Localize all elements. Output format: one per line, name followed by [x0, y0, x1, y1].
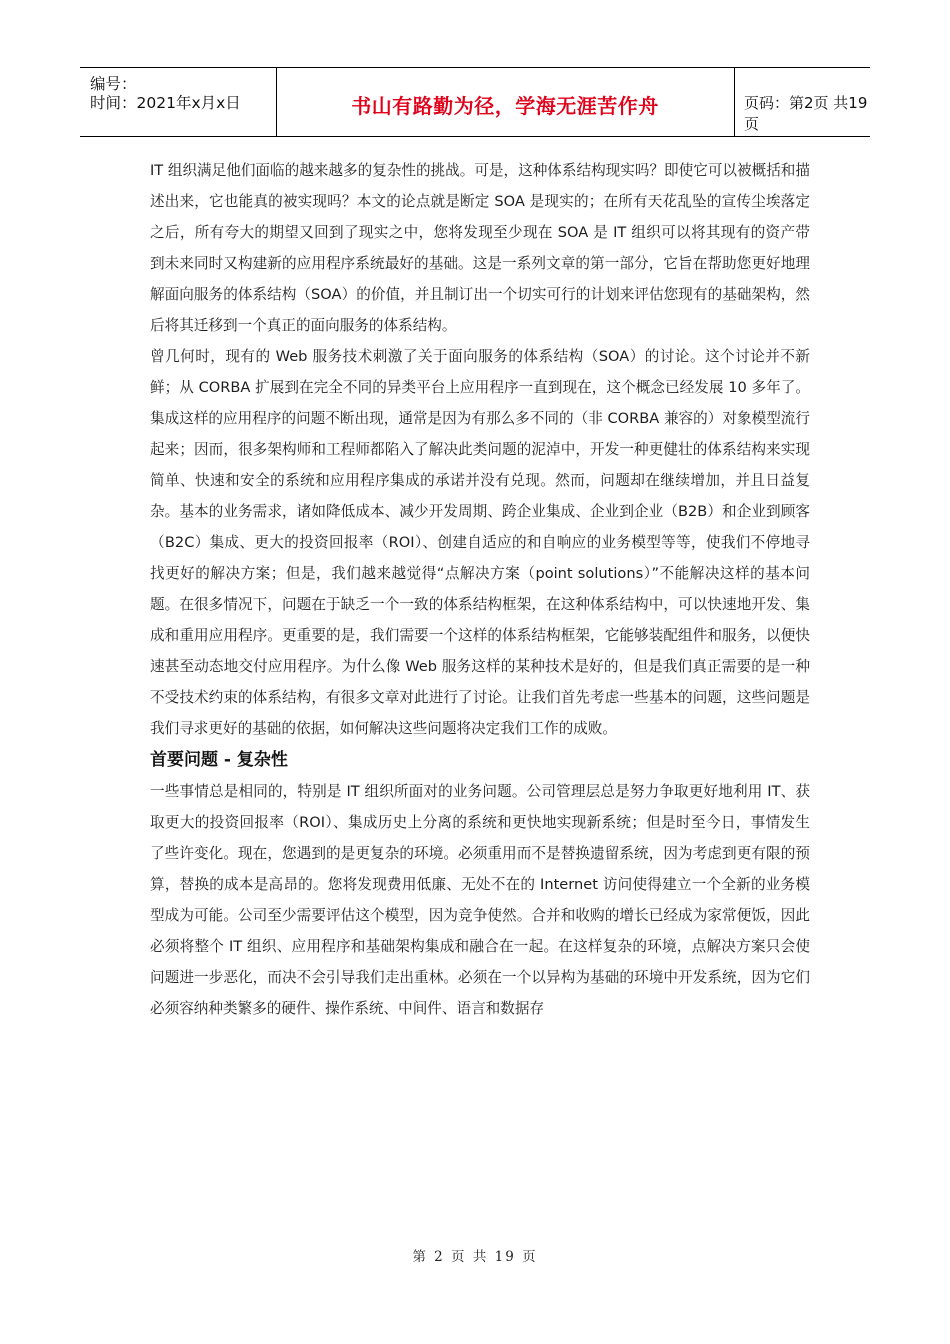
page-header — [80, 67, 870, 137]
header-meta-cell — [80, 68, 277, 136]
header-page-code: 页码：第2页 共19页 — [744, 94, 868, 133]
document-number-label: 编号： — [90, 75, 137, 93]
header-motto-cell — [276, 68, 735, 136]
page-footer: 第 2 页 共 19 页 — [412, 1249, 538, 1265]
body-paragraph-1: IT 组织满足他们面临的越来越多的复杂性的挑战。可是，这种体系结构现实吗？即使它可以被概括和描述出来，它也能真的被实现吗？本文的论点就是断定 SOA 是现实的；在所有天花乱坠的宣传尘埃落定之后，所有夸大的期望又回到了现实之中，您将发现至少现在 SOA 是 IT 组织可以将其现有的资产带到未来同时又构建新的应用程序系统最好的基础。这是一系列文章的第一部分，它旨在帮助您更好地理解面向服务的体系结构（SOA）的价值，并且制订出一个切实可行的计划来评估您现有的基础架构，然后将其迁移到一个真正的面向服务的体系结构。 — [150, 162, 810, 334]
section-heading: 首要问题 - 复杂性 — [150, 750, 288, 770]
document-body — [150, 155, 810, 1024]
document-date-label: 时间：2021年x月x日 — [90, 94, 241, 112]
header-page-cell — [734, 68, 870, 136]
header-motto: 书山有路勤为径，学海无涯苦作舟 — [351, 94, 659, 118]
body-paragraph-3: 一些事情总是相同的，特别是 IT 组织所面对的业务问题。公司管理层总是努力争取更好地利用 IT、获取更大的投资回报率（ROI）、集成历史上分离的系统和更快地实现新系统；但是时至今日，事情发生了些许变化。现在，您遇到的是更复杂的环境。必须重用而不是替换遗留系统，因为考虑到更有限的预算，替换的成本是高昂的。您将发现费用低廉、无处不在的 Internet 访问使得建立一个全新的业务模型成为可能。公司至少需要评估这个模型，因为竞争使然。合并和收购的增长已经成为家常便饭，因此必须将整个 IT 组织、应用程序和基础架构集成和融合在一起。在这样复杂的环境，点解决方案只会使问题进一步恶化，而决不会引导我们走出重林。必须在一个以异构为基础的环境中开发系统，因为它们必须容纳种类繁多的硬件、操作系统、中间件、语言和数据存 — [150, 783, 810, 1017]
body-paragraph-2: 曾几何时，现有的 Web 服务技术刺激了关于面向服务的体系结构（SOA）的讨论。这个讨论并不新鲜；从 CORBA 扩展到在完全不同的异类平台上应用程序一直到现在，这个概念已经发展 10 多年了。集成这样的应用程序的问题不断出现，通常是因为有那么多不同的（非 CORBA 兼容的）对象模型流行起来；因而，很多架构师和工程师都陷入了解决此类问题的泥淖中，开发一种更健壮的体系结构来实现简单、快速和安全的系统和应用程序集成的承诺并没有兑现。然而，问题却在继续增加，并且日益复杂。基本的业务需求，诸如降低成本、减少开发周期、跨企业集成、企业到企业（B2B）和企业到顾客（B2C）集成、更大的投资回报率（ROI）、创建自适应的和自响应的业务模型等等，使我们不停地寻找更好的解决方案；但是，我们越来越觉得“点解决方案（point solutions）”不能解决这样的基本问题。在很多情况下，问题在于缺乏一个一致的体系结构框架，在这种体系结构中，可以快速地开发、集成和重用应用程序。更重要的是，我们需要一个这样的体系结构框架，它能够装配组件和服务，以便快速甚至动态地交付应用程序。为什么像 Web 服务这样的某种技术是好的，但是我们真正需要的是一种不受技术约束的体系结构，有很多文章对此进行了讨论。让我们首先考虑一些基本的问题，这些问题是我们寻求更好的基础的依据，如何解决这些问题将决定我们工作的成败。 — [150, 348, 810, 737]
